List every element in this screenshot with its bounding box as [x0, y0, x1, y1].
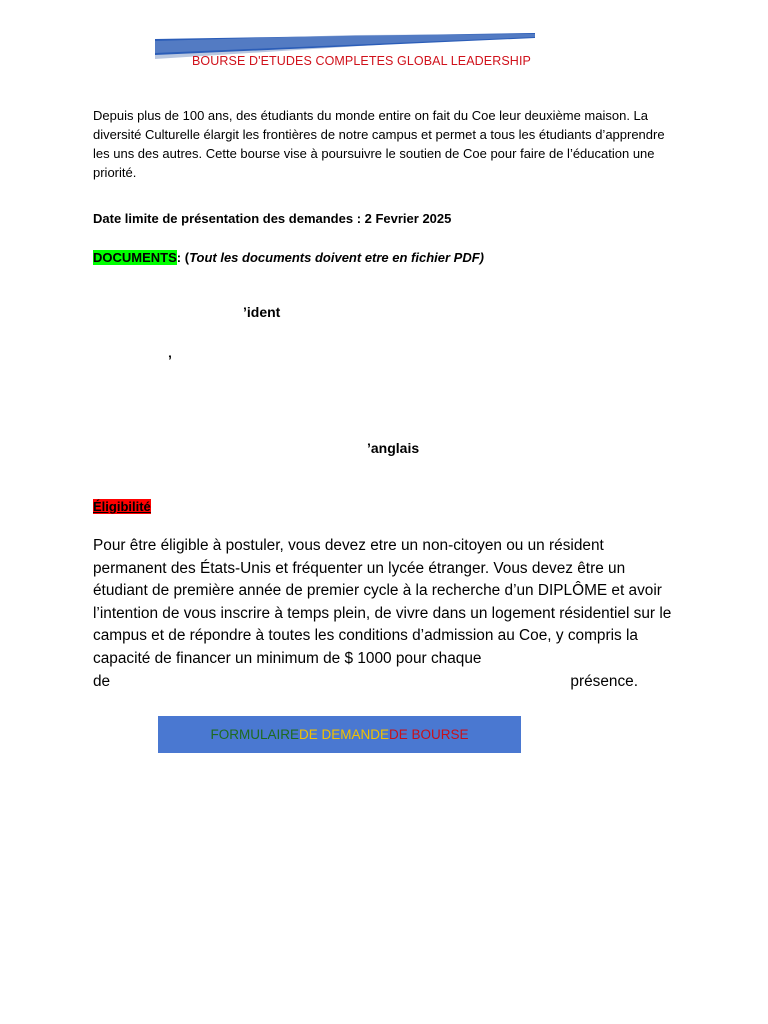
- fragment-apostrophe: ’: [168, 352, 172, 368]
- documents-separator: : (: [176, 250, 190, 265]
- eligibility-paragraph: Pour être éligible à postuler, vous devez etre un non-citoyen ou un résident permanent des États-Unis et fréquenter un lycée étranger. Vous devez être un étudiant de première année de premier cycle à la recherche d’un DIPLÔME et avoir l’intention de vous inscrire à temps plein, de vivre dans un logement résidentiel sur le campus et de répondre à toutes les conditions d’admission au Coe, y compris la capacité de financer un minimum de $ 1000 pour chaque: [93, 537, 672, 667]
- eligibility-heading: Éligibilité: [93, 499, 151, 514]
- deadline-line: Date limite de présentation des demandes : 2 Fevrier 2025: [93, 211, 452, 226]
- eligibility-last-left: de: [93, 673, 111, 690]
- eligibility-last-line: [93, 671, 638, 694]
- fragment-ident: ’ident: [243, 304, 281, 320]
- documents-note: Tout les documents doivent etre en fichier PDF): [189, 250, 485, 265]
- form-button-word3: DE BOURSE: [389, 727, 469, 742]
- form-button-word1: FORMULAIRE: [210, 727, 299, 742]
- form-button-word2: DE DEMANDE: [298, 727, 389, 742]
- intro-paragraph: Depuis plus de 100 ans, des étudiants du monde entire on fait du Coe leur deuxième maison. La diversité Culturelle élargit les frontières de notre campus et permet a tous les étudiants d’apprendre les uns des autres. Cette bourse vise à poursuivre le soutien de Coe pour faire de l’éducation une priorité.: [93, 108, 665, 180]
- documents-label: DOCUMENTS: [93, 250, 177, 265]
- application-form-button[interactable]: [158, 716, 521, 753]
- documents-line: [93, 250, 484, 265]
- fragment-anglais: ’anglais: [367, 440, 420, 456]
- eligibility-last-right: présence.: [570, 673, 638, 690]
- document-title: BOURSE D'ETUDES COMPLETES GLOBAL LEADERSHIP: [192, 54, 531, 68]
